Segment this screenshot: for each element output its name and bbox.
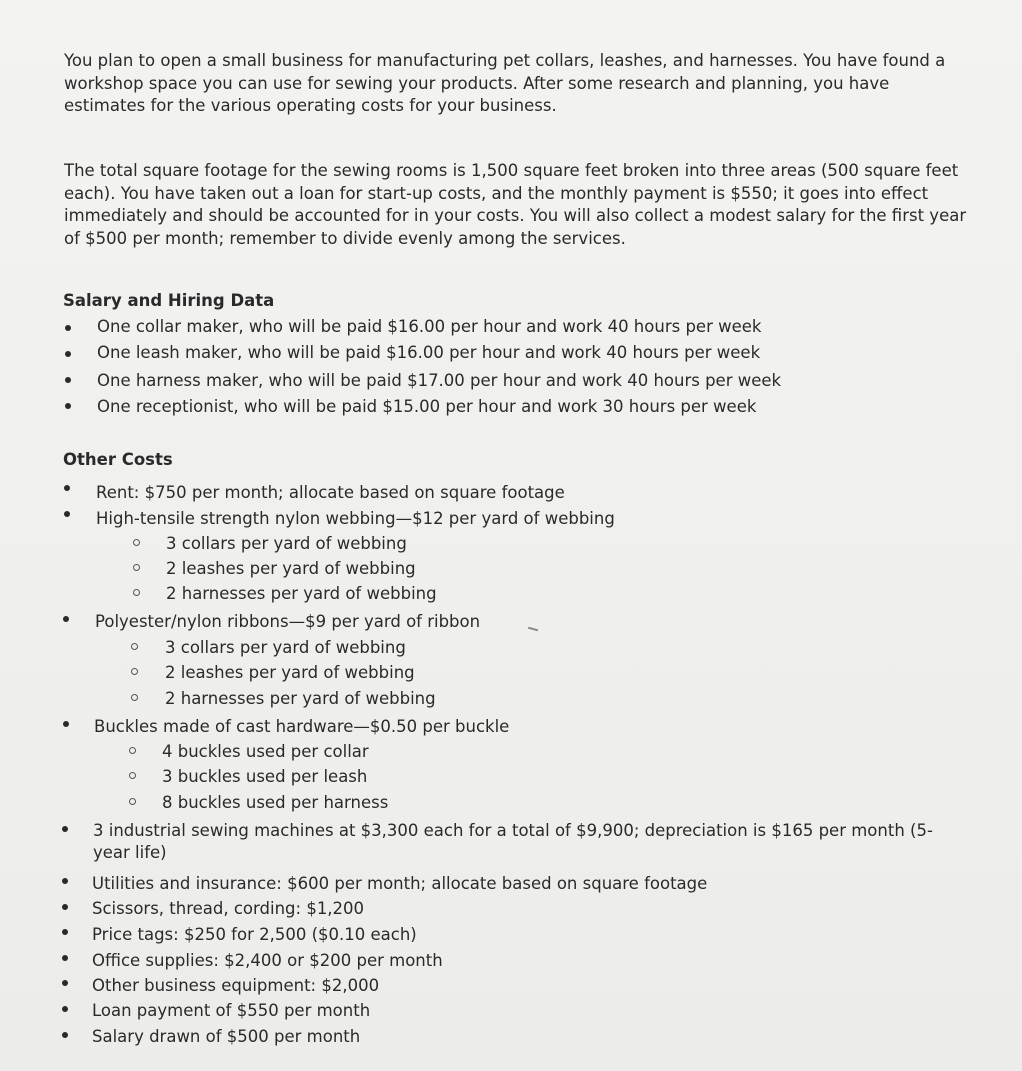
loan-item: Loan payment of $550 per month xyxy=(92,1001,371,1020)
webbing-sub-collars: 3 collars per yard of webbing xyxy=(166,534,407,553)
sub-bullet-icon xyxy=(131,694,138,701)
bullet-icon xyxy=(62,980,68,986)
intro-paragraph-1: You plan to open a small business for manufacturing pet collars, leashes, and harnesses. You have found a workshop space you can use for sewing your products. After some research and planning, you have estimates for the various operating costs for your business. xyxy=(64,51,946,115)
bullet-icon xyxy=(65,351,71,357)
ribbons-item: Polyester/nylon ribbons—$9 per yard of ribbon xyxy=(95,612,481,631)
scissors-item: Scissors, thread, cording: $1,200 xyxy=(92,899,365,918)
salary-item-collar: One collar maker, who will be paid $16.00 per hour and work 40 hours per week xyxy=(97,317,762,336)
ribbons-sub-collars: 3 collars per yard of webbing xyxy=(165,638,406,657)
bullet-icon xyxy=(62,1006,68,1012)
bullet-icon xyxy=(65,325,71,331)
buckles-sub-harness: 8 buckles used per harness xyxy=(162,793,389,812)
sub-bullet-icon xyxy=(129,747,136,754)
buckles-sub-collar: 4 buckles used per collar xyxy=(162,742,369,761)
smudge-mark xyxy=(528,627,538,632)
webbing-sub-harnesses: 2 harnesses per yard of webbing xyxy=(166,584,437,603)
bullet-icon xyxy=(63,616,69,622)
sub-bullet-icon xyxy=(131,643,138,650)
salary-item-harness: One harness maker, who will be paid $17.00 per hour and work 40 hours per week xyxy=(97,371,782,390)
bullet-icon xyxy=(62,904,68,910)
ribbons-sub-leashes: 2 leashes per yard of webbing xyxy=(165,663,415,682)
sub-bullet-icon xyxy=(133,539,140,546)
salary-item-receptionist: One receptionist, who will be paid $15.00 per hour and work 30 hours per week xyxy=(97,397,757,416)
sub-bullet-icon xyxy=(129,798,136,805)
bullet-icon xyxy=(62,955,68,961)
bullet-icon xyxy=(64,485,70,491)
equipment-item: Other business equipment: $2,000 xyxy=(92,976,380,995)
buckles-sub-leash: 3 buckles used per leash xyxy=(162,767,368,786)
bullet-icon xyxy=(65,377,71,383)
rent-item: Rent: $750 per month; allocate based on square footage xyxy=(96,483,565,502)
utilities-item: Utilities and insurance: $600 per month; allocate based on square footage xyxy=(92,874,708,893)
sub-bullet-icon xyxy=(133,564,140,571)
bullet-icon xyxy=(62,929,68,935)
intro-paragraph-2: The total square footage for the sewing rooms is 1,500 square feet broken into three areas (500 square feet each). You have taken out a loan for start-up costs, and the monthly payment is $550; it goes into effect immediately and should be accounted for in your costs. You will also collect a modest salary for the first year of $500 per month; remember to divide evenly among the services. xyxy=(64,161,967,248)
machines-item: 3 industrial sewing machines at $3,300 each for a total of $9,900; depreciation is $165 per month (5-year life) xyxy=(93,821,933,862)
bullet-icon xyxy=(62,878,68,884)
ribbons-sub-harnesses: 2 harnesses per yard of webbing xyxy=(165,689,436,708)
bullet-icon xyxy=(63,721,69,727)
bullet-icon xyxy=(62,826,68,832)
salary-item-leash: One leash maker, who will be paid $16.00 per hour and work 40 hours per week xyxy=(97,343,761,362)
other-costs-heading: Other Costs xyxy=(63,450,173,469)
price-tags-item: Price tags: $250 for 2,500 ($0.10 each) xyxy=(92,925,417,944)
office-supplies-item: Office supplies: $2,400 or $200 per month xyxy=(92,951,443,970)
webbing-sub-leashes: 2 leashes per yard of webbing xyxy=(166,559,416,578)
sub-bullet-icon xyxy=(133,589,140,596)
sub-bullet-icon xyxy=(129,772,136,779)
bullet-icon xyxy=(65,403,71,409)
salary-heading: Salary and Hiring Data xyxy=(63,291,275,310)
salary-drawn-item: Salary drawn of $500 per month xyxy=(92,1027,361,1046)
buckles-item: Buckles made of cast hardware—$0.50 per buckle xyxy=(94,717,510,736)
bullet-icon xyxy=(62,1032,68,1038)
sub-bullet-icon xyxy=(131,668,138,675)
bullet-icon xyxy=(64,511,70,517)
webbing-item: High-tensile strength nylon webbing—$12 per yard of webbing xyxy=(96,509,615,528)
